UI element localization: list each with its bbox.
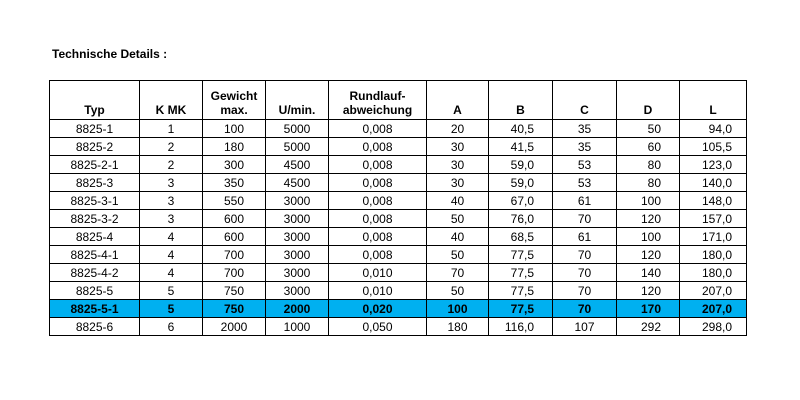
cell-gewicht: 550 [203, 192, 266, 210]
cell-umin: 3000 [266, 210, 329, 228]
cell-umin: 5000 [266, 120, 329, 138]
cell-c: 53 [553, 156, 617, 174]
cell-typ: 8825-4 [50, 228, 140, 246]
column-header-l: L [680, 81, 747, 120]
column-header-b: B [489, 81, 553, 120]
cell-l: 105,5 [680, 138, 747, 156]
table-row [50, 192, 747, 210]
cell-a: 50 [427, 282, 489, 300]
cell-b: 59,0 [489, 174, 553, 192]
cell-typ: 8825-3-2 [50, 210, 140, 228]
cell-rundlauf: 0,050 [329, 318, 427, 336]
cell-gewicht: 180 [203, 138, 266, 156]
column-header-umin: U/min. [266, 81, 329, 120]
cell-d: 100 [617, 228, 680, 246]
cell-b: 77,5 [489, 282, 553, 300]
column-header-typ: Typ [50, 81, 140, 120]
cell-c: 35 [553, 138, 617, 156]
cell-l: 123,0 [680, 156, 747, 174]
column-header-kmk: K MK [140, 81, 203, 120]
cell-rundlauf: 0,008 [329, 228, 427, 246]
cell-d: 100 [617, 192, 680, 210]
cell-rundlauf: 0,008 [329, 246, 427, 264]
cell-d: 140 [617, 264, 680, 282]
cell-b: 59,0 [489, 156, 553, 174]
cell-rundlauf: 0,008 [329, 192, 427, 210]
cell-rundlauf: 0,008 [329, 138, 427, 156]
cell-a: 40 [427, 228, 489, 246]
cell-umin: 3000 [266, 246, 329, 264]
cell-b: 76,0 [489, 210, 553, 228]
cell-typ: 8825-2-1 [50, 156, 140, 174]
cell-l: 207,0 [680, 282, 747, 300]
cell-c: 53 [553, 174, 617, 192]
cell-c: 70 [553, 210, 617, 228]
cell-kmk: 1 [140, 120, 203, 138]
cell-umin: 3000 [266, 264, 329, 282]
cell-c: 61 [553, 228, 617, 246]
cell-rundlauf: 0,010 [329, 264, 427, 282]
column-header-gewicht: Gewicht max. [203, 81, 266, 120]
cell-gewicht: 2000 [203, 318, 266, 336]
table-row [50, 228, 747, 246]
cell-a: 30 [427, 156, 489, 174]
cell-b: 41,5 [489, 138, 553, 156]
table-row [50, 174, 747, 192]
cell-l: 148,0 [680, 192, 747, 210]
column-header-d: D [617, 81, 680, 120]
cell-gewicht: 300 [203, 156, 266, 174]
cell-kmk: 2 [140, 156, 203, 174]
cell-c: 107 [553, 318, 617, 336]
cell-a: 50 [427, 246, 489, 264]
cell-l: 157,0 [680, 210, 747, 228]
cell-d: 60 [617, 138, 680, 156]
cell-l: 207,0 [680, 300, 747, 318]
cell-a: 40 [427, 192, 489, 210]
cell-a: 180 [427, 318, 489, 336]
cell-c: 70 [553, 300, 617, 318]
cell-l: 180,0 [680, 264, 747, 282]
cell-c: 35 [553, 120, 617, 138]
table-row [50, 318, 747, 336]
cell-a: 30 [427, 138, 489, 156]
cell-b: 40,5 [489, 120, 553, 138]
cell-b: 77,5 [489, 300, 553, 318]
cell-typ: 8825-4-2 [50, 264, 140, 282]
cell-umin: 3000 [266, 282, 329, 300]
cell-l: 94,0 [680, 120, 747, 138]
cell-typ: 8825-3 [50, 174, 140, 192]
table-row [50, 264, 747, 282]
cell-typ: 8825-4-1 [50, 246, 140, 264]
cell-umin: 2000 [266, 300, 329, 318]
cell-kmk: 6 [140, 318, 203, 336]
cell-gewicht: 700 [203, 264, 266, 282]
cell-a: 50 [427, 210, 489, 228]
cell-c: 61 [553, 192, 617, 210]
cell-umin: 1000 [266, 318, 329, 336]
cell-b: 77,5 [489, 246, 553, 264]
cell-c: 70 [553, 246, 617, 264]
cell-a: 30 [427, 174, 489, 192]
cell-rundlauf: 0,008 [329, 210, 427, 228]
cell-rundlauf: 0,020 [329, 300, 427, 318]
cell-gewicht: 100 [203, 120, 266, 138]
cell-l: 180,0 [680, 246, 747, 264]
cell-c: 70 [553, 282, 617, 300]
cell-d: 120 [617, 282, 680, 300]
cell-rundlauf: 0,008 [329, 156, 427, 174]
table-row [50, 138, 747, 156]
cell-d: 80 [617, 174, 680, 192]
cell-b: 116,0 [489, 318, 553, 336]
cell-a: 20 [427, 120, 489, 138]
cell-gewicht: 750 [203, 282, 266, 300]
cell-gewicht: 350 [203, 174, 266, 192]
table-row [50, 282, 747, 300]
cell-d: 170 [617, 300, 680, 318]
cell-b: 67,0 [489, 192, 553, 210]
cell-gewicht: 700 [203, 246, 266, 264]
table-header-row [50, 81, 747, 120]
cell-kmk: 4 [140, 246, 203, 264]
table-row [50, 246, 747, 264]
cell-a: 100 [427, 300, 489, 318]
technical-details-table [49, 80, 747, 336]
section-title: Technische Details : [52, 47, 168, 61]
cell-gewicht: 600 [203, 228, 266, 246]
cell-kmk: 5 [140, 282, 203, 300]
cell-umin: 5000 [266, 138, 329, 156]
cell-kmk: 3 [140, 174, 203, 192]
cell-typ: 8825-2 [50, 138, 140, 156]
cell-d: 80 [617, 156, 680, 174]
cell-typ: 8825-1 [50, 120, 140, 138]
cell-umin: 4500 [266, 156, 329, 174]
cell-c: 70 [553, 264, 617, 282]
cell-d: 120 [617, 246, 680, 264]
table-row [50, 156, 747, 174]
cell-d: 292 [617, 318, 680, 336]
cell-kmk: 5 [140, 300, 203, 318]
cell-typ: 8825-3-1 [50, 192, 140, 210]
cell-typ: 8825-6 [50, 318, 140, 336]
table-row [50, 210, 747, 228]
cell-l: 298,0 [680, 318, 747, 336]
table-row [50, 120, 747, 138]
cell-d: 50 [617, 120, 680, 138]
table-body [50, 120, 747, 336]
cell-l: 171,0 [680, 228, 747, 246]
cell-a: 70 [427, 264, 489, 282]
cell-typ: 8825-5 [50, 282, 140, 300]
cell-gewicht: 750 [203, 300, 266, 318]
column-header-c: C [553, 81, 617, 120]
cell-rundlauf: 0,010 [329, 282, 427, 300]
cell-kmk: 3 [140, 210, 203, 228]
column-header-rundlauf: Rundlauf- abweichung [329, 81, 427, 120]
table-row-highlighted [50, 300, 747, 318]
cell-typ: 8825-5-1 [50, 300, 140, 318]
column-header-a: A [427, 81, 489, 120]
cell-b: 68,5 [489, 228, 553, 246]
cell-kmk: 3 [140, 192, 203, 210]
cell-kmk: 2 [140, 138, 203, 156]
cell-d: 120 [617, 210, 680, 228]
cell-kmk: 4 [140, 228, 203, 246]
cell-rundlauf: 0,008 [329, 120, 427, 138]
cell-umin: 3000 [266, 228, 329, 246]
cell-kmk: 4 [140, 264, 203, 282]
cell-umin: 3000 [266, 192, 329, 210]
cell-b: 77,5 [489, 264, 553, 282]
cell-gewicht: 600 [203, 210, 266, 228]
cell-umin: 4500 [266, 174, 329, 192]
cell-rundlauf: 0,008 [329, 174, 427, 192]
cell-l: 140,0 [680, 174, 747, 192]
